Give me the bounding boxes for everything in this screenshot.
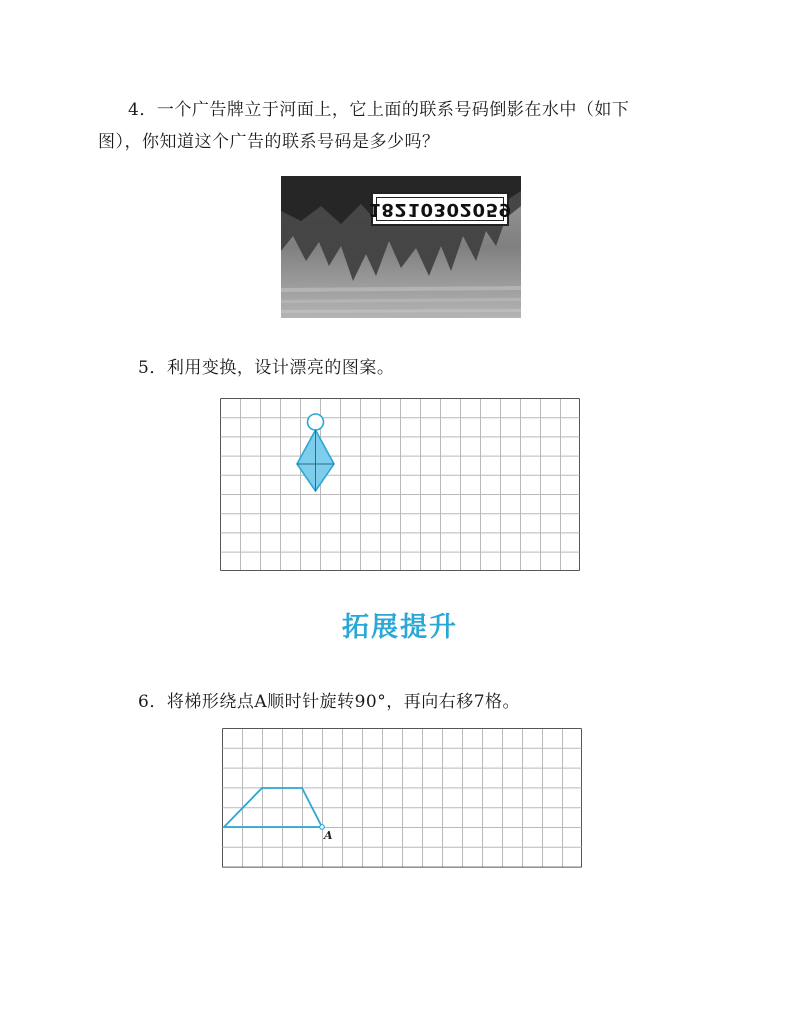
question-5-text: 5．利用变换，设计漂亮的图案。 [138, 358, 395, 378]
section-title-extension: 拓展提升 [342, 612, 458, 643]
question-4-text-line1: 4．一个广告牌立于河面上，它上面的联系号码倒影在水中（如下 [128, 100, 630, 120]
point-a-label: A [324, 829, 333, 842]
question-6-text: 6．将梯形绕点A顺时针旋转90°，再向右移7格。 [138, 692, 521, 712]
advertisement-sign-reflection [368, 192, 512, 226]
reflected-phone-number: 18210302059 [368, 198, 512, 220]
question-4-text-line2: 图），你知道这个广告的联系号码是多少吗？ [98, 132, 440, 152]
pattern-design-grid [220, 398, 580, 575]
pattern-circle [308, 414, 324, 430]
trapezoid-grid [222, 728, 582, 872]
